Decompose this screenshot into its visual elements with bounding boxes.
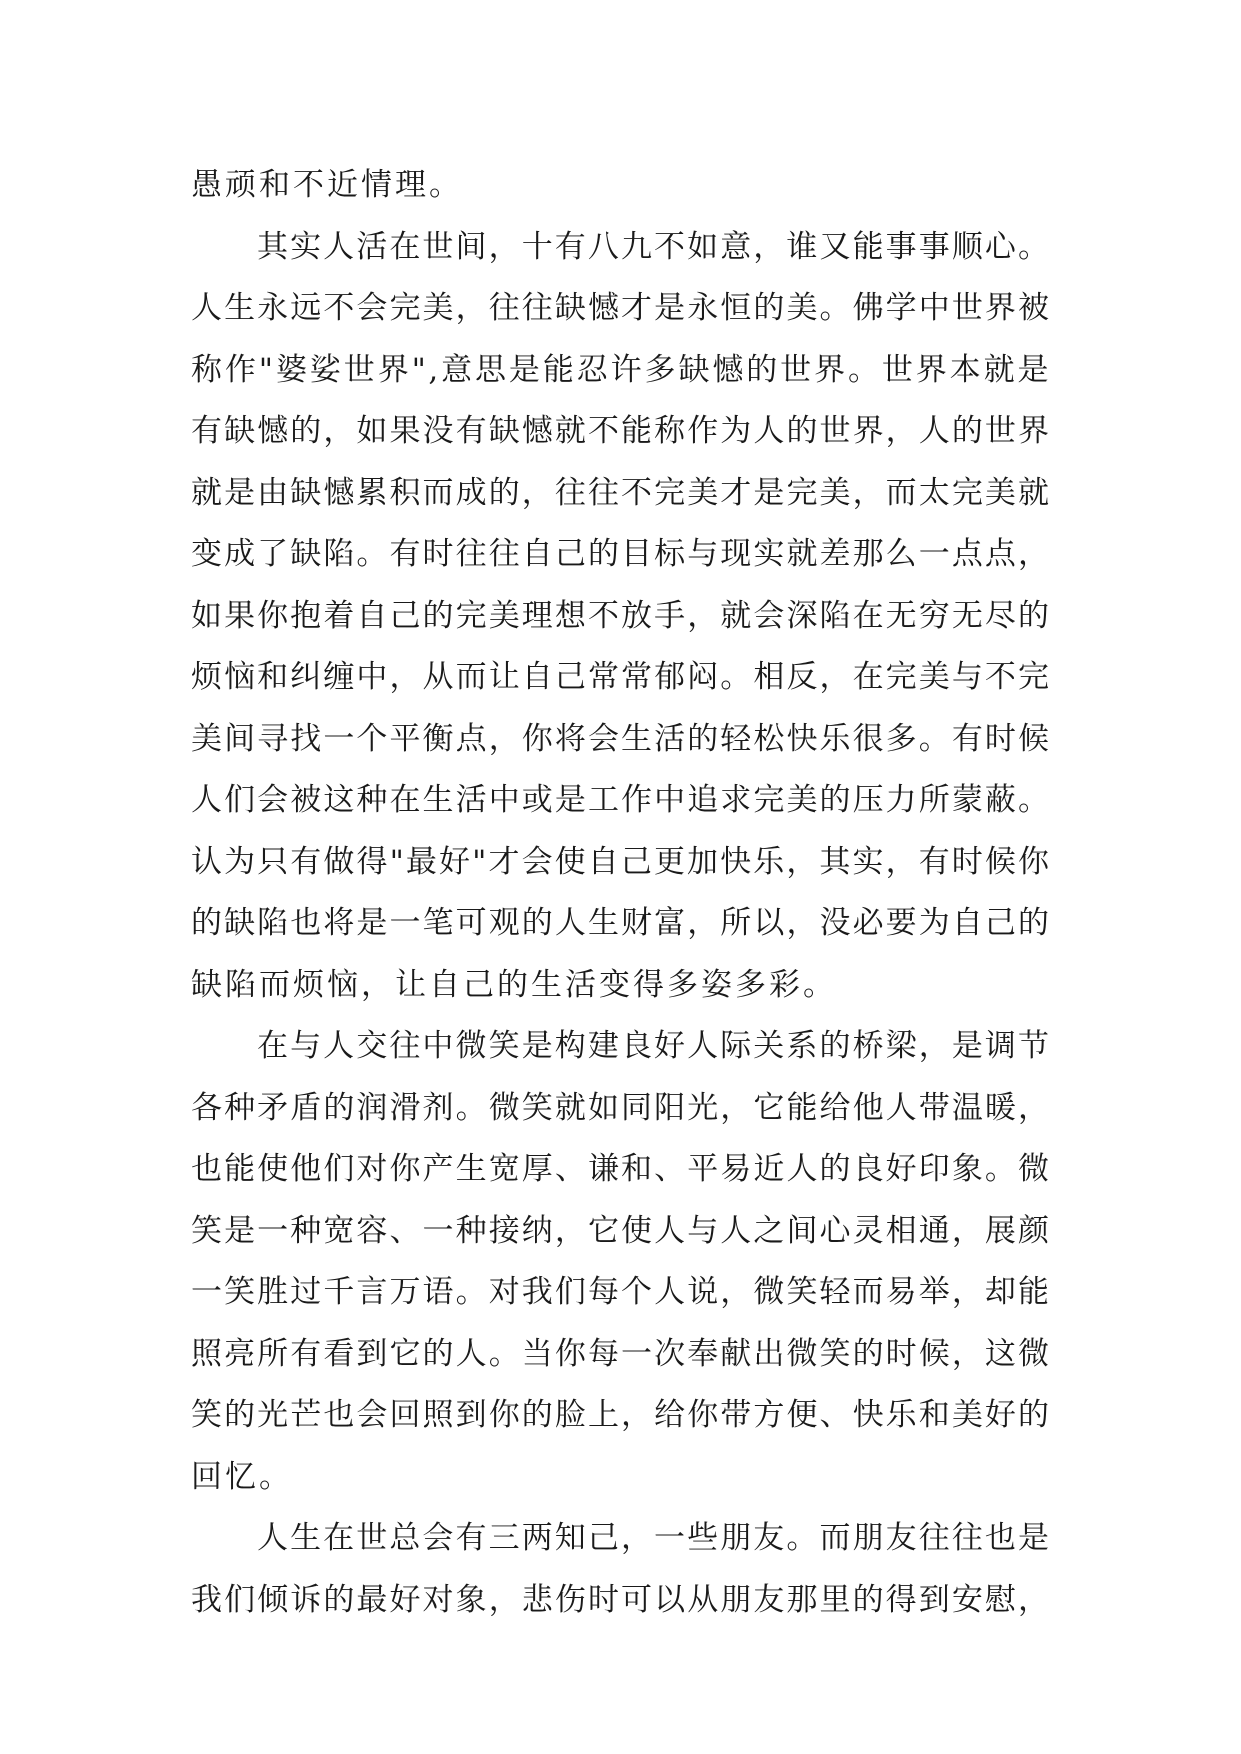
text-line: 各种矛盾的润滑剂。微笑就如同阳光，它能给他人带温暖，	[191, 1089, 1051, 1126]
text-line: 笑的光芒也会回照到你的脸上，给你带方便、快乐和美好的	[191, 1397, 1051, 1433]
text-line: 缺陷而烦恼，让自己的生活变得多姿多彩。	[191, 966, 837, 1003]
text-line: 认为只有做得"最好"才会使自己更加快乐，其实，有时候你	[191, 843, 1051, 880]
text-line: 回忆。	[191, 1458, 293, 1495]
text-line: 也能使他们对你产生宽厚、谦和、平易近人的良好印象。微	[191, 1151, 1051, 1187]
body-text	[191, 155, 1051, 1631]
paragraph	[191, 217, 1051, 1017]
paragraph	[191, 155, 1051, 217]
paragraph	[191, 1508, 1051, 1631]
paragraph	[191, 1016, 1051, 1508]
text-line: 在与人交往中微笑是构建良好人际关系的桥梁，是调节	[257, 1028, 1051, 1064]
text-line: 照亮所有看到它的人。当你每一次奉献出微笑的时候，这微	[191, 1335, 1051, 1372]
text-line: 我们倾诉的最好对象，悲伤时可以从朋友那里的得到安慰，	[191, 1581, 1051, 1618]
text-line: 烦恼和纠缠中，从而让自己常常郁闷。相反，在完美与不完	[191, 659, 1051, 695]
text-line: 就是由缺憾累积而成的，往往不完美才是完美，而太完美就	[191, 474, 1051, 511]
text-line: 变成了缺陷。有时往往自己的目标与现实就差那么一点点，	[191, 536, 1051, 572]
text-line: 人们会被这种在生活中或是工作中追求完美的压力所蒙蔽。	[191, 782, 1051, 818]
text-line: 如果你抱着自己的完美理想不放手，就会深陷在无穷无尽的	[191, 597, 1051, 634]
text-line: 其实人活在世间，十有八九不如意，谁又能事事顺心。	[257, 228, 1051, 265]
text-line: 的缺陷也将是一笔可观的人生财富，所以，没必要为自己的	[191, 905, 1051, 941]
text-line: 人生在世总会有三两知己，一些朋友。而朋友往往也是	[257, 1520, 1051, 1556]
text-line: 一笑胜过千言万语。对我们每个人说，微笑轻而易举，却能	[191, 1274, 1051, 1310]
text-line: 人生永远不会完美，往往缺憾才是永恒的美。佛学中世界被	[191, 290, 1051, 326]
text-line: 称作"婆娑世界",意思是能忍许多缺憾的世界。世界本就是	[191, 351, 1051, 388]
text-line: 有缺憾的，如果没有缺憾就不能称作为人的世界，人的世界	[191, 413, 1051, 449]
text-line: 愚顽和不近情理。	[191, 167, 463, 203]
text-line: 美间寻找一个平衡点，你将会生活的轻松快乐很多。有时候	[191, 720, 1051, 757]
text-line: 笑是一种宽容、一种接纳，它使人与人之间心灵相通，展颜	[191, 1212, 1051, 1249]
